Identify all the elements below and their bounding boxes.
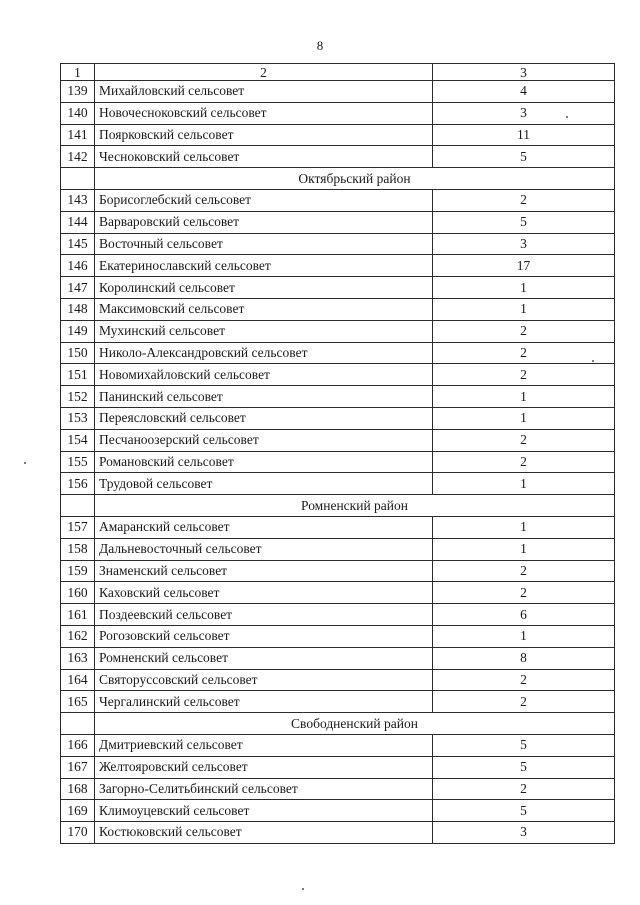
row-number: 159 [61, 560, 95, 582]
table-row [61, 342, 615, 364]
row-number: 151 [61, 364, 95, 386]
row-number: 145 [61, 233, 95, 255]
settlement-value: 17 [433, 255, 615, 277]
table-row [61, 604, 615, 626]
settlement-value: 2 [433, 560, 615, 582]
table-row [61, 473, 615, 495]
settlement-value: 5 [433, 211, 615, 233]
settlement-name: Борисоглебский сельсовет [95, 189, 433, 211]
settlement-value: 2 [433, 364, 615, 386]
table-row [61, 386, 615, 408]
settlement-value: 6 [433, 604, 615, 626]
settlement-value: 5 [433, 734, 615, 756]
table-row [61, 146, 615, 168]
row-number: 158 [61, 538, 95, 560]
row-number: 144 [61, 211, 95, 233]
settlements-table [60, 63, 615, 844]
settlement-name: Романовский сельсовет [95, 451, 433, 473]
settlement-name: Желтояровский сельсовет [95, 756, 433, 778]
settlement-value: 3 [433, 233, 615, 255]
settlement-name: Новочесноковский сельсовет [95, 102, 433, 124]
settlement-name: Максимовский сельсовет [95, 298, 433, 320]
settlement-value: 8 [433, 647, 615, 669]
row-number: 149 [61, 320, 95, 342]
settlement-name: Чергалинский сельсовет [95, 691, 433, 713]
settlement-name: Дмитриевский сельсовет [95, 734, 433, 756]
row-number: 141 [61, 124, 95, 146]
table-row [61, 516, 615, 538]
settlement-value: 2 [433, 342, 615, 364]
row-number: 164 [61, 669, 95, 691]
settlement-name: Трудовой сельсовет [95, 473, 433, 495]
settlement-name: Амаранский сельсовет [95, 516, 433, 538]
table-row [61, 211, 615, 233]
settlement-value: 2 [433, 320, 615, 342]
settlement-value: 1 [433, 625, 615, 647]
table-row [61, 538, 615, 560]
table-row [61, 800, 615, 822]
settlement-name: Николо-Александровский сельсовет [95, 342, 433, 364]
row-number: 165 [61, 691, 95, 713]
settlement-name: Песчаноозерский сельсовет [95, 429, 433, 451]
settlement-value: 2 [433, 582, 615, 604]
table-row [61, 756, 615, 778]
settlement-value: 4 [433, 81, 615, 103]
settlement-value: 3 [433, 102, 615, 124]
table-row [61, 582, 615, 604]
settlement-name: Поздеевский сельсовет [95, 604, 433, 626]
table-row [61, 364, 615, 386]
table-row [61, 560, 615, 582]
scan-speck [24, 462, 26, 464]
settlement-name: Варваровский сельсовет [95, 211, 433, 233]
settlement-value: 11 [433, 124, 615, 146]
row-number: 155 [61, 451, 95, 473]
settlement-value: 2 [433, 189, 615, 211]
table-row [61, 669, 615, 691]
row-number: 143 [61, 189, 95, 211]
settlement-value: 5 [433, 800, 615, 822]
scan-speck [592, 360, 594, 362]
table-row [61, 451, 615, 473]
row-number: 169 [61, 800, 95, 822]
table-row [61, 625, 615, 647]
settlement-value: 5 [433, 756, 615, 778]
row-number: 161 [61, 604, 95, 626]
page-number: 8 [316, 38, 324, 53]
table-row [61, 407, 615, 429]
settlement-name: Мухинский сельсовет [95, 320, 433, 342]
row-number: 168 [61, 778, 95, 800]
table-row [61, 189, 615, 211]
row-number: 139 [61, 81, 95, 103]
district-number-cell [61, 168, 95, 190]
row-number: 156 [61, 473, 95, 495]
settlement-name: Климоуцевский сельсовет [95, 800, 433, 822]
settlement-value: 2 [433, 691, 615, 713]
row-number: 147 [61, 277, 95, 299]
settlement-value: 2 [433, 451, 615, 473]
settlement-value: 2 [433, 429, 615, 451]
table-row [61, 429, 615, 451]
settlement-name: Знаменский сельсовет [95, 560, 433, 582]
settlement-value: 1 [433, 473, 615, 495]
table-row [61, 255, 615, 277]
settlement-name: Михайловский сельсовет [95, 81, 433, 103]
settlement-value: 1 [433, 516, 615, 538]
table-header-row [61, 64, 615, 81]
row-number: 150 [61, 342, 95, 364]
table-row [61, 277, 615, 299]
table-row [61, 320, 615, 342]
settlement-name: Святоруссовский сельсовет [95, 669, 433, 691]
scan-speck [302, 888, 304, 890]
settlement-name: Переясловский сельсовет [95, 407, 433, 429]
settlement-value: 2 [433, 778, 615, 800]
settlement-value: 3 [433, 822, 615, 844]
row-number: 157 [61, 516, 95, 538]
district-header-row [61, 168, 615, 190]
row-number: 152 [61, 386, 95, 408]
row-number: 153 [61, 407, 95, 429]
settlement-name: Панинский сельсовет [95, 386, 433, 408]
settlement-value: 1 [433, 407, 615, 429]
settlement-name: Загорно-Селитьбинский сельсовет [95, 778, 433, 800]
table-row [61, 734, 615, 756]
district-name: Ромненский район [95, 495, 615, 517]
settlement-name: Новомихайловский сельсовет [95, 364, 433, 386]
table-row [61, 124, 615, 146]
row-number: 170 [61, 822, 95, 844]
column-header-number: 1 [61, 64, 95, 81]
table-row [61, 233, 615, 255]
table-row [61, 102, 615, 124]
table-row [61, 647, 615, 669]
row-number: 140 [61, 102, 95, 124]
row-number: 163 [61, 647, 95, 669]
district-name: Свободненский район [95, 713, 615, 735]
district-number-cell [61, 495, 95, 517]
settlement-value: 1 [433, 298, 615, 320]
settlement-name: Каховский сельсовет [95, 582, 433, 604]
settlement-name: Королинский сельсовет [95, 277, 433, 299]
table-row [61, 81, 615, 103]
scan-speck [566, 116, 568, 118]
settlement-value: 1 [433, 277, 615, 299]
column-header-value: 3 [433, 64, 615, 81]
table-row [61, 691, 615, 713]
settlement-name: Поярковский сельсовет [95, 124, 433, 146]
row-number: 166 [61, 734, 95, 756]
settlement-value: 2 [433, 669, 615, 691]
district-header-row [61, 495, 615, 517]
settlement-name: Дальневосточный сельсовет [95, 538, 433, 560]
district-number-cell [61, 713, 95, 735]
row-number: 167 [61, 756, 95, 778]
table-row [61, 778, 615, 800]
row-number: 162 [61, 625, 95, 647]
settlement-name: Екатеринославский сельсовет [95, 255, 433, 277]
settlement-name: Восточный сельсовет [95, 233, 433, 255]
row-number: 148 [61, 298, 95, 320]
table-row [61, 822, 615, 844]
row-number: 142 [61, 146, 95, 168]
settlement-name: Чесноковский сельсовет [95, 146, 433, 168]
district-name: Октябрьский район [95, 168, 615, 190]
settlement-name: Рогозовский сельсовет [95, 625, 433, 647]
row-number: 146 [61, 255, 95, 277]
table-body [61, 64, 615, 844]
settlement-name: Ромненский сельсовет [95, 647, 433, 669]
column-header-name: 2 [95, 64, 433, 81]
row-number: 154 [61, 429, 95, 451]
district-header-row [61, 713, 615, 735]
settlement-name: Костюковский сельсовет [95, 822, 433, 844]
settlement-value: 5 [433, 146, 615, 168]
settlement-value: 1 [433, 386, 615, 408]
settlement-value: 1 [433, 538, 615, 560]
row-number: 160 [61, 582, 95, 604]
table-row [61, 298, 615, 320]
